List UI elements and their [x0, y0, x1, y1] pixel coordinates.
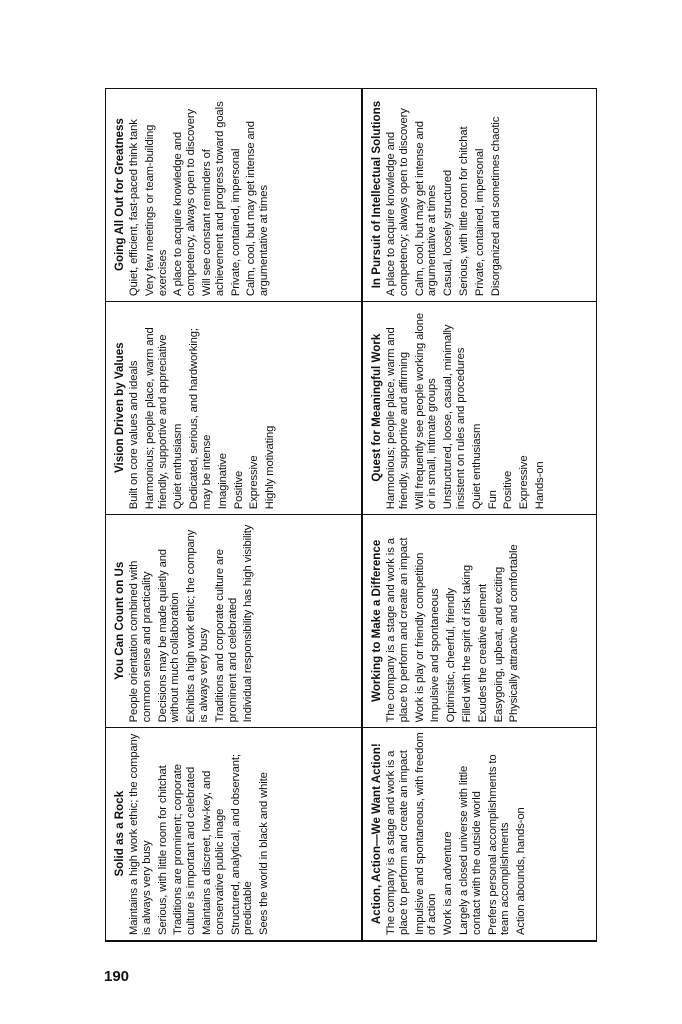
culture-table: [105, 88, 597, 942]
cell-item: Serious, with little room for chitchat: [457, 126, 470, 297]
cell-item: Impulsive and spontaneous: [429, 588, 442, 723]
cell-item: Expressive: [248, 455, 261, 510]
cell-title: Quest for Meaningful Work: [370, 333, 383, 482]
cell-item: Quiet enthusiasm: [172, 423, 185, 510]
cell-item: Prefers personal accomplishments to team accomplishments: [486, 754, 512, 935]
cell-item: Unstructured, loose, casual, minimally insistent on rules and procedures: [442, 324, 467, 510]
cell-item: Structured, analytical, and observant; predictable: [229, 754, 255, 935]
cell-item: Will frequently see people working alone or in small, intimate groups: [413, 313, 439, 510]
cell-item: Private, contained, impersonal: [229, 148, 242, 297]
cell-title: Working to Make a Difference: [370, 539, 383, 702]
cell-item: Harmonious; people place, warm and friendly, supportive and affirming: [385, 327, 410, 510]
cell-item: Impulsive and spontaneous, with freedom of action: [413, 732, 439, 935]
table-cell: [106, 302, 363, 515]
rotated-table-wrapper: [105, 88, 597, 942]
cell-item: Sees the world in black and white: [258, 772, 271, 935]
cell-item: Harmonious; people place, warm and friendly, supportive and appreciative: [143, 327, 169, 510]
cell-item: Filled with the spirit of risk taking: [460, 565, 473, 723]
cell-item: Physically attractive and comfortable: [508, 544, 521, 723]
cell-item: Individual responsibility has high visibility: [242, 524, 255, 723]
cell-title: In Pursuit of Intellectual Solutions: [370, 100, 383, 289]
cell-item: The company is a stage and work is a place to perform and create an impact: [385, 537, 410, 723]
cell-item: Exhibits a high work ethic; the company is always very busy: [185, 529, 210, 723]
cell-title: Solid as a Rock: [113, 790, 126, 877]
cell-item: Quiet enthusiasm: [470, 423, 483, 510]
cell-item: A place to acquire knowledge and competency, always open to discovery: [172, 109, 198, 297]
cell-item: Positive: [502, 470, 515, 510]
table-cell: [106, 728, 363, 941]
table-row: [362, 89, 597, 942]
cell-item: Maintains a high work ethic; the company is always very busy: [128, 733, 153, 935]
cell-title: Vision Driven by Values: [113, 342, 126, 473]
cell-item: Maintains a discreet, low-key, and conservative public image: [200, 770, 226, 935]
table-cell: [106, 515, 363, 728]
cell-item: The company is a stage and work is a place to perform and create an impact: [385, 750, 410, 935]
cell-item: Calm, cool, but may get intense and argumentative at times: [245, 121, 271, 297]
cell-item: Serious, with little room for chitchat: [156, 765, 169, 935]
cell-title: You Can Count on Us: [113, 561, 126, 680]
table-cell: [362, 728, 597, 941]
cell-item: Action abounds, hands-on: [515, 807, 528, 935]
table-cell: [362, 515, 597, 728]
table-cell: [362, 302, 597, 515]
cell-item: Traditions and corporate culture are prominent and celebrated: [213, 549, 239, 723]
cell-item: Traditions are prominent; corporate culture is important and celebrated: [172, 764, 198, 935]
cell-item: A place to acquire knowledge and competency; always open to discovery: [385, 108, 410, 297]
cell-item: Imaginative: [216, 453, 229, 510]
cell-item: Built on core values and ideals: [128, 360, 140, 510]
cell-title: Going All Out for Greatness: [113, 118, 126, 272]
cell-title: Action, Action—We Want Action!: [370, 743, 383, 925]
cell-item: Private, contained, impersonal: [473, 148, 486, 297]
page-number: 190: [104, 968, 130, 985]
table-row: [106, 89, 363, 942]
cell-item: Decisions may be made quietly and without much collaboration: [156, 549, 182, 723]
cell-item: Positive: [232, 470, 245, 510]
cell-item: Dedicated, serious, and hardworking; may be intense: [188, 328, 213, 510]
cell-item: Disorganized and sometimes chaotic: [489, 116, 502, 297]
cell-item: Work is play or friendly competition: [413, 552, 426, 723]
cell-item: Largely a closed universe with little contact with the outside world: [457, 765, 483, 935]
cell-item: Highly motivating: [264, 425, 277, 510]
cell-item: Hands-on: [533, 461, 546, 510]
cell-item: Expressive: [518, 455, 531, 510]
cell-item: Fun: [486, 490, 499, 510]
cell-item: Calm, cool, but may get intense and argumentative at times: [413, 121, 439, 297]
cell-item: Quiet, efficient, fast-paced think tank: [128, 119, 140, 297]
cell-item: Exudes the creative element: [476, 583, 489, 723]
cell-item: Optimistic, cheerful, friendly: [445, 587, 458, 723]
cell-item: People orientation combined with common sense and practicality: [128, 560, 153, 723]
cell-item: Casual, loosely structured: [442, 170, 455, 297]
cell-item: Very few meetings or team-building exercises: [143, 124, 169, 297]
cell-item: Will see constant reminders of achievement and progress toward goals: [200, 101, 226, 297]
cell-item: Work is an adventure: [442, 831, 455, 935]
table-cell: [362, 89, 597, 302]
table-cell: [106, 89, 363, 302]
cell-item: Easygoing, upbeat, and exciting: [492, 566, 505, 723]
